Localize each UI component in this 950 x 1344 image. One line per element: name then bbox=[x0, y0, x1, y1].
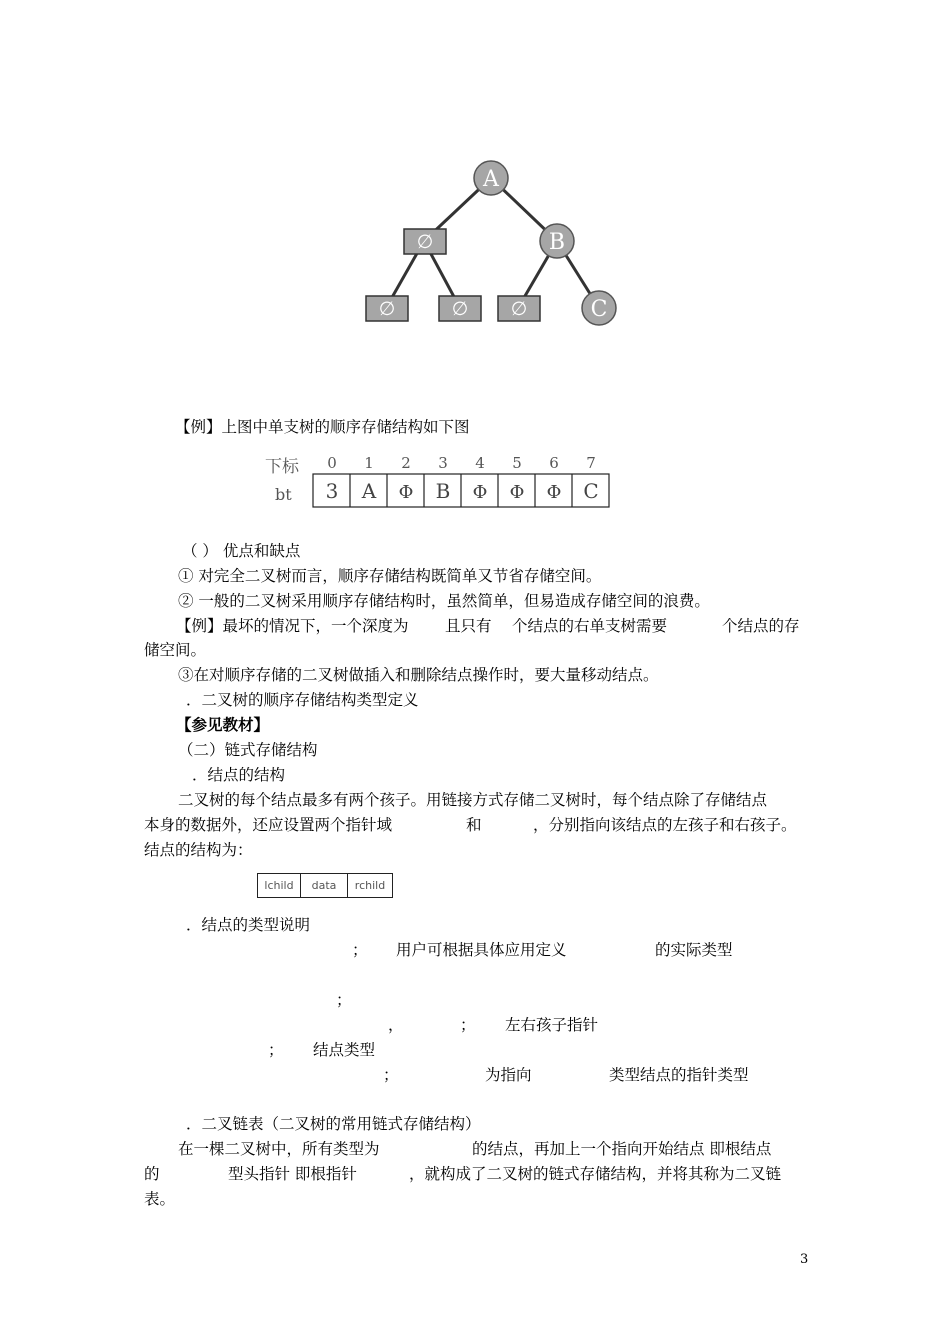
index-label: 7 bbox=[586, 454, 596, 472]
svg-text:∅: ∅ bbox=[416, 231, 434, 253]
text-line: ．二叉链表（二叉树的常用链式存储结构） bbox=[186, 1115, 481, 1133]
array-values bbox=[326, 479, 599, 503]
tree-node-B bbox=[540, 224, 574, 258]
lchild-field: lchild bbox=[258, 874, 301, 897]
text-line: ； bbox=[268, 1041, 284, 1059]
row-label-bt: bt bbox=[275, 485, 292, 504]
text-line: ； bbox=[460, 1016, 476, 1034]
text-line: 和 bbox=[466, 816, 482, 834]
text-line: 表。 bbox=[144, 1190, 176, 1208]
data-field: data bbox=[301, 874, 348, 897]
text-line: ， bbox=[388, 1016, 404, 1034]
text-line: 个结点的右单支树需要 bbox=[512, 617, 668, 635]
text-line: 的实际类型 bbox=[655, 941, 733, 959]
text-line: 结点类型 bbox=[313, 1041, 376, 1059]
svg-text:A: A bbox=[483, 167, 499, 192]
array-cell-value: C bbox=[583, 479, 599, 503]
text-line: ③在对顺序存储的二叉树做插入和删除结点操作时，要大量移动结点。 bbox=[178, 666, 659, 684]
svg-text:C: C bbox=[590, 297, 608, 322]
sequential-array-table bbox=[255, 450, 635, 510]
index-labels bbox=[327, 454, 596, 472]
text-line: ．结点的结构 bbox=[192, 766, 286, 784]
text-line: 型头指针 即根指针 bbox=[228, 1165, 357, 1183]
text-line: ① 对完全二叉树而言，顺序存储结构既简单又节省存储空间。 bbox=[178, 567, 602, 585]
svg-text:∅: ∅ bbox=[451, 298, 469, 320]
text-line: 为指向 bbox=[485, 1066, 532, 1084]
text-line: 结点的结构为： bbox=[144, 841, 253, 859]
text-line: 的结点，再加上一个指向开始结点 即根结点 bbox=[472, 1140, 772, 1158]
text-line: 【例】最坏的情况下，一个深度为 bbox=[176, 617, 409, 635]
index-label: 6 bbox=[549, 454, 559, 472]
text-line: ； bbox=[336, 991, 352, 1009]
text-line: 本身的数据外，还应设置两个指针域 bbox=[144, 816, 393, 834]
tree-empty-node bbox=[498, 296, 540, 321]
text-line: （ ） 优点和缺点 bbox=[182, 542, 301, 560]
text-line: 个结点的存 bbox=[722, 617, 800, 635]
tree-empty-node bbox=[366, 296, 408, 321]
tree-node-C bbox=[582, 291, 616, 325]
index-label: 2 bbox=[401, 454, 411, 472]
node-structure-box bbox=[257, 873, 393, 898]
text-line: ．结点的类型说明 bbox=[186, 916, 311, 934]
row-label-index: 下标 bbox=[265, 457, 299, 477]
index-label: 1 bbox=[364, 454, 374, 472]
text-line: ； bbox=[352, 941, 368, 959]
svg-text:∅: ∅ bbox=[378, 298, 396, 320]
tree-empty-node bbox=[404, 229, 446, 254]
index-label: 3 bbox=[438, 454, 448, 472]
svg-text:B: B bbox=[548, 230, 566, 255]
svg-text:∅: ∅ bbox=[510, 298, 528, 320]
page-number: 3 bbox=[800, 1252, 809, 1267]
rchild-field: rchild bbox=[354, 879, 386, 892]
index-label: 4 bbox=[475, 454, 485, 472]
text-line: 左右孩子指针 bbox=[505, 1016, 599, 1034]
text-line: ．二叉树的顺序存储结构类型定义 bbox=[186, 691, 419, 709]
text-line: 用户可根据具体应用定义 bbox=[396, 941, 567, 959]
array-cell-value: 3 bbox=[325, 479, 339, 503]
index-label: 5 bbox=[512, 454, 522, 472]
text-line: ② 一般的二叉树采用顺序存储结构时，虽然简单，但易造成存储空间的浪费。 bbox=[178, 592, 710, 610]
text-line: 二叉树的每个结点最多有两个孩子。用链接方式存储二叉树时，每个结点除了存储结点 bbox=[178, 791, 768, 809]
tree-empty-node bbox=[439, 296, 481, 321]
section-heading: （二）链式存储结构 bbox=[178, 741, 318, 759]
text-line: 在一棵二叉树中，所有类型为 bbox=[178, 1140, 380, 1158]
text-line: 储空间。 bbox=[144, 641, 207, 659]
text-line: 类型结点的指针类型 bbox=[609, 1066, 749, 1084]
example-caption: 【例】上图中单支树的顺序存储结构如下图 bbox=[175, 418, 470, 436]
text-line: 【参见教材】 bbox=[176, 715, 270, 734]
array-cell-value: Φ bbox=[509, 482, 525, 503]
array-cell-value: Φ bbox=[546, 482, 562, 503]
array-cell-value: Φ bbox=[472, 482, 488, 503]
text-line: ，就构成了二叉树的链式存储结构，并将其称为二叉链 bbox=[409, 1165, 782, 1183]
array-cells bbox=[313, 474, 609, 507]
text-line: 且只有 bbox=[445, 617, 492, 635]
text-line: 的 bbox=[144, 1165, 160, 1183]
text-line: ； bbox=[383, 1066, 399, 1084]
array-cell-value: A bbox=[361, 479, 377, 503]
tree-node-A bbox=[474, 161, 508, 195]
binary-tree-diagram bbox=[0, 0, 950, 340]
array-cell-value: Φ bbox=[398, 482, 414, 503]
index-label: 0 bbox=[327, 454, 337, 472]
text-line: ，分别指向该结点的左孩子和右孩子。 bbox=[533, 816, 797, 834]
array-cell-value: B bbox=[435, 479, 451, 503]
